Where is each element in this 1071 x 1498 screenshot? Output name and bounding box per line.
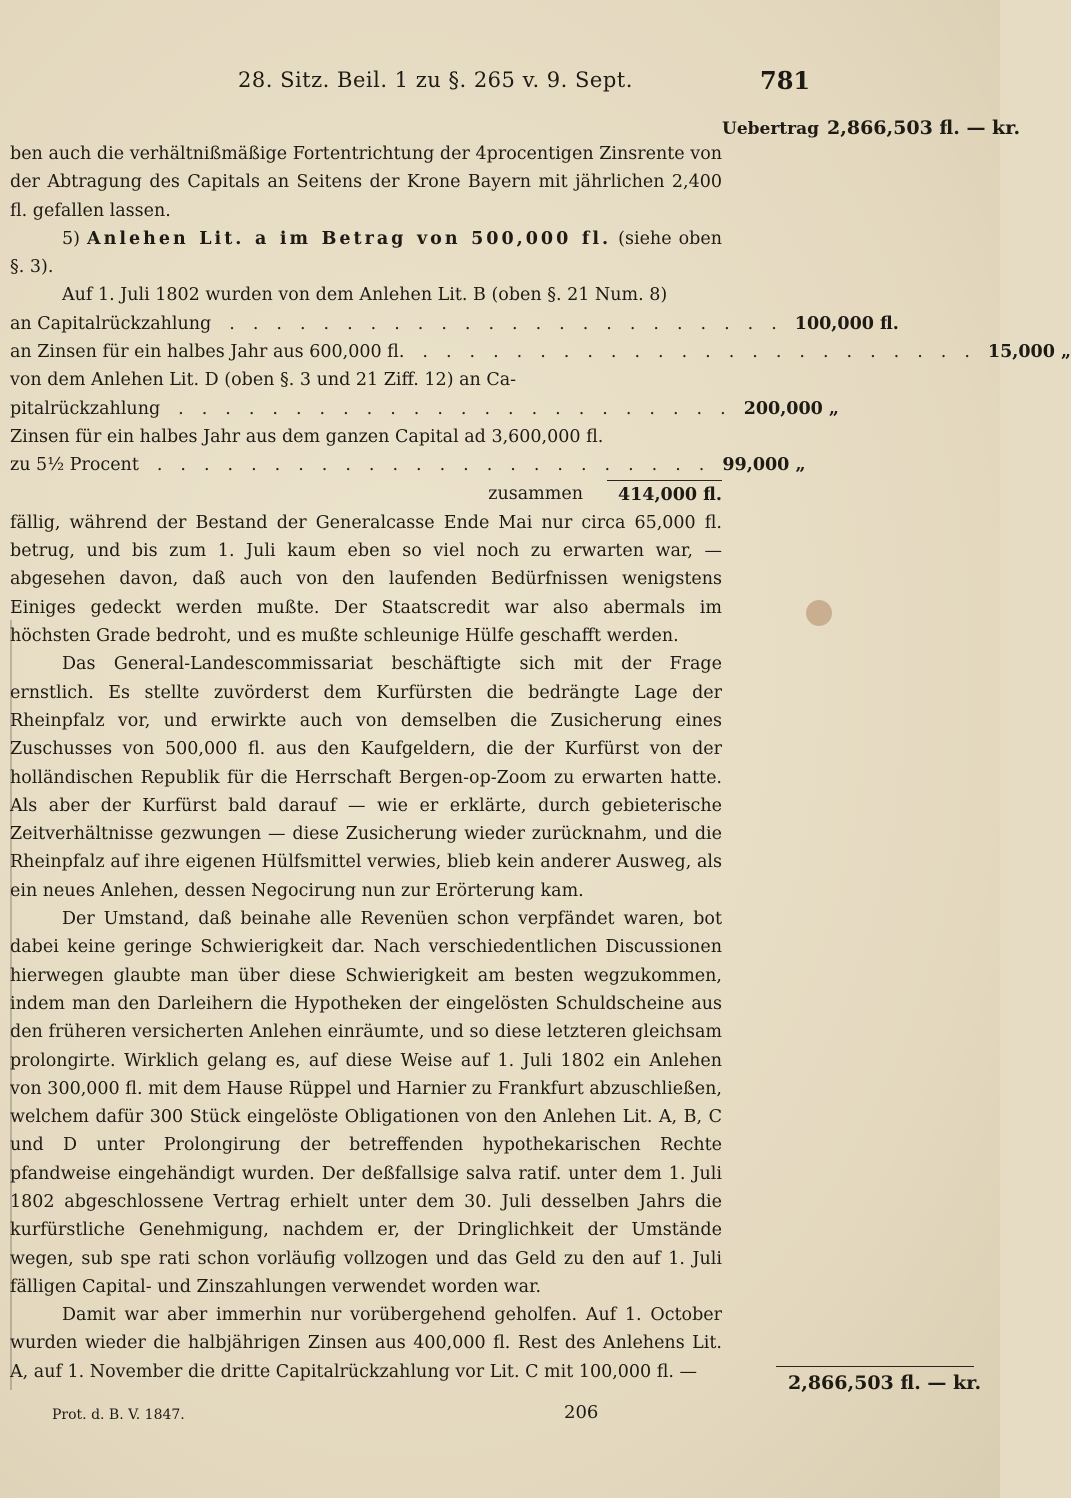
running-head: 28. Sitz. Beil. 1 zu §. 265 v. 9. Sept.	[238, 68, 633, 92]
leader-dots: ........................	[229, 313, 795, 334]
carry-forward-top	[722, 117, 1020, 139]
leader-dots: ........................	[178, 398, 744, 419]
sum-amount: 414,000 fl.	[607, 480, 722, 509]
section-number: 5)	[62, 228, 80, 249]
section-ref: (siehe oben §. 3).	[10, 228, 722, 278]
section-heading	[10, 225, 722, 282]
leader-dots: ........................	[156, 455, 723, 476]
ledger-text: zu 5½ Procent	[10, 455, 139, 476]
ledger-row	[10, 423, 722, 451]
sum-row	[10, 480, 722, 509]
paragraph: fällig, während der Bestand der Generalcasse Ende Mai nur circa 65,000 fl. betrug, und bis zum 1. Juli kaum eben so viel noch zu erwarten war, — abgesehen davon, daß auch von den laufenden Bedürfnissen wenigstens Einiges gedeckt werden mußte. Der Staatscredit war also abermals im höchsten Grade bedroht, und es mußte schleunige Hülfe geschafft werden.	[10, 512, 722, 647]
leader-dots: ........................	[422, 342, 988, 363]
ink-stain	[806, 600, 832, 626]
intro-paragraph: ben auch die verhältnißmäßige Fortentrichtung der 4procentigen Zinsrente von der Abtragung des Capitals an Seitens der Krone Bayern mit jährlichen 2,400 fl. gefallen lassen.	[10, 144, 722, 221]
carry-rule	[776, 1366, 974, 1367]
sum-label: zusammen	[488, 483, 583, 504]
ledger-row	[10, 310, 899, 338]
ledger-row	[10, 395, 839, 423]
carry-label: Uebertrag	[722, 119, 820, 139]
page-number: 781	[760, 66, 811, 95]
carry-amount-bottom: 2,866,503 fl. — kr.	[788, 1372, 982, 1394]
ledger-text: pitalrückzahlung	[10, 398, 161, 419]
ledger-text: an Capitalrückzahlung	[10, 313, 212, 334]
ledger-amount: 99,000 „	[722, 455, 806, 476]
ledger-row	[10, 366, 722, 394]
section-title: Anlehen Lit. a im Betrag von 500,000 fl.	[87, 228, 612, 249]
ledger-amount: 100,000 fl.	[794, 313, 899, 334]
paragraph: Der Umstand, daß beinahe alle Revenüen schon verpfändet waren, bot dabei keine geringe Schwierigkeit dar. Nach verschiedentlichen Discussionen hierwegen glaubte man über diese Schwierigkeit am besten wegzukommen, indem man den Darleihern die Hypotheken der eingelösten Schuldscheine aus den früheren versicherten Anlehen einräumte, und so diese letzteren gleichsam prolongirte. Wirklich gelang es, auf diese Weise auf 1. Juli 1802 ein Anlehen von 300,000 fl. mit dem Hause Rüppel und Harnier zu Frankfurt abzuschließen, welchem dafür 300 Stück eingelöste Obligationen von den Anlehen Lit. A, B, C und D unter Prolongirung der betreffenden hypothekarischen Rechte pfandweise eingehändigt wurden. Der deßfallsige salva ratif. unter dem 1. Juli 1802 abgeschlossene Vertrag erhielt unter dem 30. Juli desselben Jahrs die kurfürstliche Genehmigung, nachdem er, der Dringlichkeit der Umstände wegen, sub spe rati schon vorläufig vollzogen und das Geld zu den auf 1. Juli fälligen Capital- und Zinszahlungen verwendet worden war.	[10, 909, 722, 1297]
ledger-row	[10, 451, 806, 479]
ledger-text: an Zinsen für ein halbes Jahr aus 600,000 fl.	[10, 342, 405, 363]
ledger-text: Zinsen für ein halbes Jahr aus dem ganzen Capital ad 3,600,000 fl.	[10, 426, 604, 447]
paragraph: Damit war aber immerhin nur vorübergehend geholfen. Auf 1. October wurden wieder die halbjährigen Zinsen aus 400,000 fl. Rest des Anlehens Lit. A, auf 1. November die dritte Capitalrückzahlung vor Lit. C mit 100,000 fl. —	[10, 1305, 722, 1382]
ledger-amount: 200,000 „	[743, 398, 839, 419]
paragraph: Das General-Landescommissariat beschäftigte sich mit der Frage ernstlich. Es stellte zuvörderst dem Kurfürsten die bedrängte Lage der Rheinpfalz vor, und erwirkte auch von demselben die Zusicherung eines Zuschusses von 500,000 fl. aus den Kaufgeldern, die der Kurfürst von der holländischen Republik für die Herrschaft Bergen-op-Zoom zu erwarten hatte. Als aber der Kurfürst bald darauf — wie er erklärte, durch gebieterische Zeitverhältnisse gezwungen — diese Zusicherung wieder zurücknahm, und die Rheinpfalz auf ihre eigenen Hülfsmittel verwies, blieb kein anderer Ausweg, als ein neues Anlehen, dessen Negocirung nun zur Erörterung kam.	[10, 654, 722, 901]
ledger-row	[10, 338, 1071, 366]
carry-amount-top: 2,866,503 fl. — kr.	[827, 117, 1021, 139]
footer-signature: Prot. d. B. V. 1847.	[52, 1407, 185, 1423]
lead-line: Auf 1. Juli 1802 wurden von dem Anlehen Lit. B (oben §. 21 Num. 8)	[62, 285, 668, 306]
sheet-number: 206	[564, 1402, 599, 1423]
ledger-amount: 15,000 „	[987, 342, 1071, 363]
ledger-text: von dem Anlehen Lit. D (oben §. 3 und 21 Ziff. 12) an Ca-	[10, 370, 517, 391]
